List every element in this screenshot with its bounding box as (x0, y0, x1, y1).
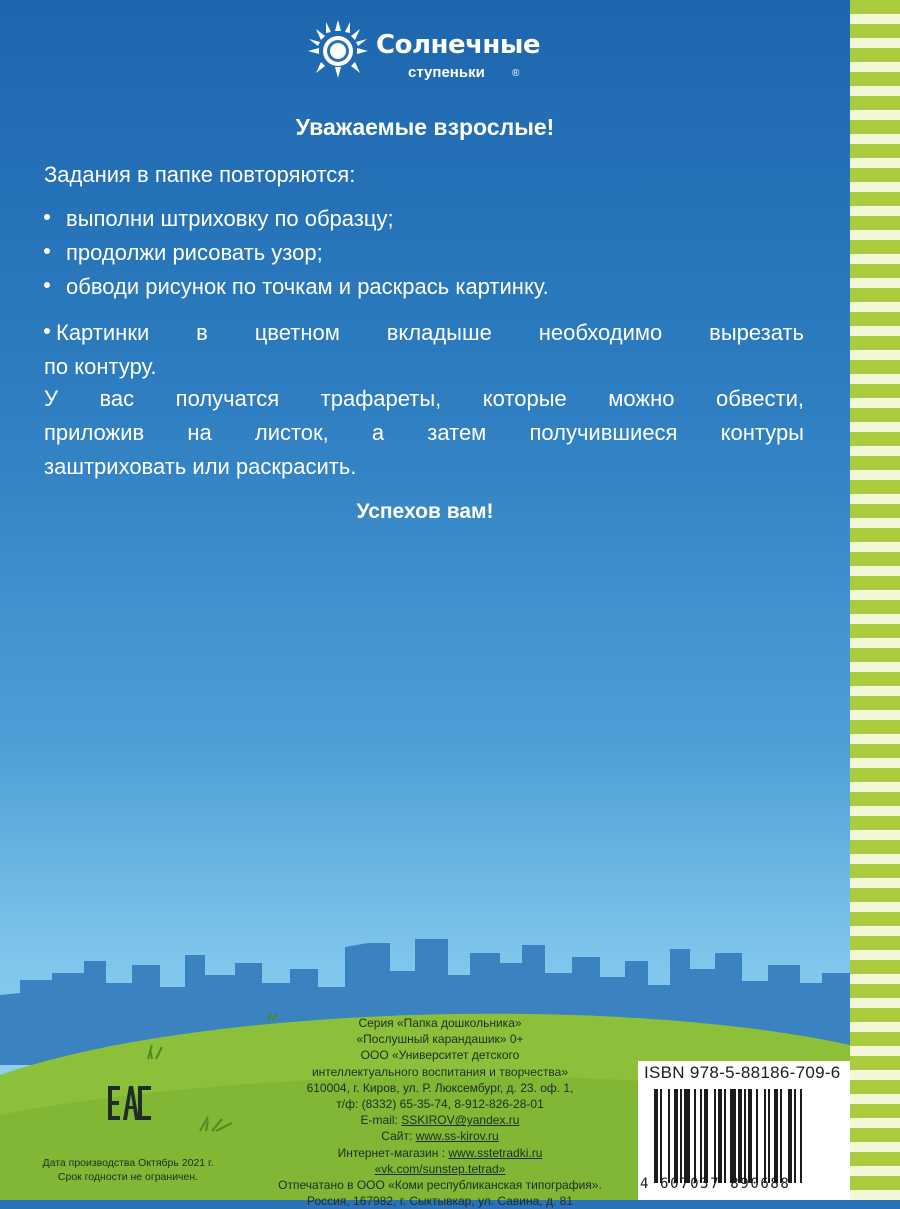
imprint-line: Серия «Папка дошкольника» (358, 1016, 522, 1030)
barcode-bar (730, 1089, 736, 1183)
barcode-bar (654, 1089, 658, 1183)
imprint-label: Интернет-магазин : (337, 1145, 449, 1160)
bullet-dot (44, 214, 50, 220)
barcode-bar (768, 1089, 770, 1183)
barcode-bar (764, 1089, 766, 1183)
barcode-bar (748, 1089, 752, 1183)
paragraph-line: по контуру. (44, 354, 157, 379)
bullet-item (44, 240, 323, 266)
barcode-bar (718, 1089, 722, 1183)
imprint-line: 610004, г. Киров, ул. Р. Люксембург, д. 23. оф. 1, (306, 1080, 574, 1095)
shop-link[interactable]: www.sstetradki.ru (448, 1145, 543, 1160)
barcode-bar (680, 1089, 682, 1183)
barcode (650, 1089, 844, 1183)
barcode-bar (788, 1089, 792, 1183)
bullet-item (44, 206, 394, 232)
barcode-bar (780, 1089, 782, 1183)
barcode-bar (660, 1089, 662, 1183)
barcode-bar (714, 1089, 716, 1183)
bullet-text: обводи рисунок по точкам и раскрась картинку. (66, 274, 549, 299)
logo-line1: Солнечные (376, 30, 541, 60)
paragraph-line-text: Картинки в цветном вкладыше необходимо вырезать (56, 320, 804, 345)
barcode-bar (744, 1089, 746, 1183)
bullet-dot (44, 248, 50, 254)
imprint-label: E-mail: (360, 1113, 402, 1128)
bullet-dot (44, 282, 50, 288)
vk-link[interactable]: «vk.com/sunstep.tetrad» (374, 1161, 506, 1176)
sun-icon (306, 18, 370, 80)
barcode-bar (684, 1089, 690, 1183)
barcode-bar (774, 1089, 778, 1183)
site-link[interactable]: www.ss-kirov.ru (415, 1129, 499, 1144)
paragraph-cutout (44, 316, 804, 384)
eac-certification-mark (106, 1080, 152, 1126)
imprint-line: ООО «Университет детского (360, 1048, 520, 1063)
shelf-life: Срок годности не ограничен. (57, 1171, 199, 1183)
isbn-block (638, 1061, 850, 1200)
barcode-bar (694, 1089, 696, 1183)
imprint-line: интеллектуального воспитания и творчества» (311, 1064, 569, 1079)
email-link[interactable]: SSKIROV@yandex.ru (401, 1113, 520, 1128)
production-dates (28, 1156, 228, 1184)
barcode-bar (800, 1089, 802, 1183)
imprint-line: «Послушный карандашик» 0+ (356, 1032, 524, 1047)
bullet-text: продолжи рисовать узор; (66, 240, 323, 265)
paragraph-line: заштриховать или раскрасить. (44, 454, 357, 479)
barcode-bar (756, 1089, 758, 1183)
publisher-imprint (250, 1015, 630, 1209)
production-date: Дата производства Октябрь 2021 г. (42, 1157, 214, 1169)
barcode-bar (668, 1089, 670, 1183)
barcode-bar (704, 1089, 708, 1183)
bullet-item (44, 274, 549, 300)
imprint-shop (250, 1145, 630, 1161)
bullet-text: выполни штриховку по образцу; (66, 206, 394, 231)
bullet-dot (44, 328, 50, 334)
imprint-line: Отпечатано в ООО «Коми республиканская типография». (278, 1178, 602, 1193)
imprint-email (250, 1112, 630, 1128)
brand-logo (306, 18, 546, 80)
imprint-line: т/ф: (8332) 65-35-74, 8-912-826-28-01 (336, 1097, 544, 1112)
barcode-bar (700, 1089, 702, 1183)
closing-text: Успехов вам! (356, 500, 494, 523)
imprint-label: Сайт: (381, 1129, 416, 1144)
barcode-digits: 4 607037 890688 (640, 1176, 791, 1192)
imprint-line: Россия, 167982, г. Сыктывкар, ул. Савина, д. 81 (307, 1194, 573, 1209)
page-heading: Уважаемые взрослые! (295, 114, 555, 140)
paragraph-line (44, 316, 804, 350)
imprint-site (250, 1128, 630, 1144)
barcode-bar (674, 1089, 678, 1183)
barcode-bar (738, 1089, 742, 1183)
isbn-text: ISBN 978-5-88186-709-6 (644, 1063, 841, 1082)
paragraph-line: У вас получатся трафареты, которые можно обвести, (44, 386, 804, 411)
barcode-bar (724, 1089, 726, 1183)
intro-text: Задания в папке повторяются: (44, 162, 356, 187)
paragraph-line: приложив на листок, а затем получившиеся контуры (44, 420, 804, 445)
logo-registered-mark: ® (512, 68, 520, 79)
side-stripe (850, 0, 900, 1200)
barcode-bar (794, 1089, 796, 1183)
logo-line2: ступеньки (408, 64, 485, 81)
paragraph-stencils (44, 382, 804, 484)
